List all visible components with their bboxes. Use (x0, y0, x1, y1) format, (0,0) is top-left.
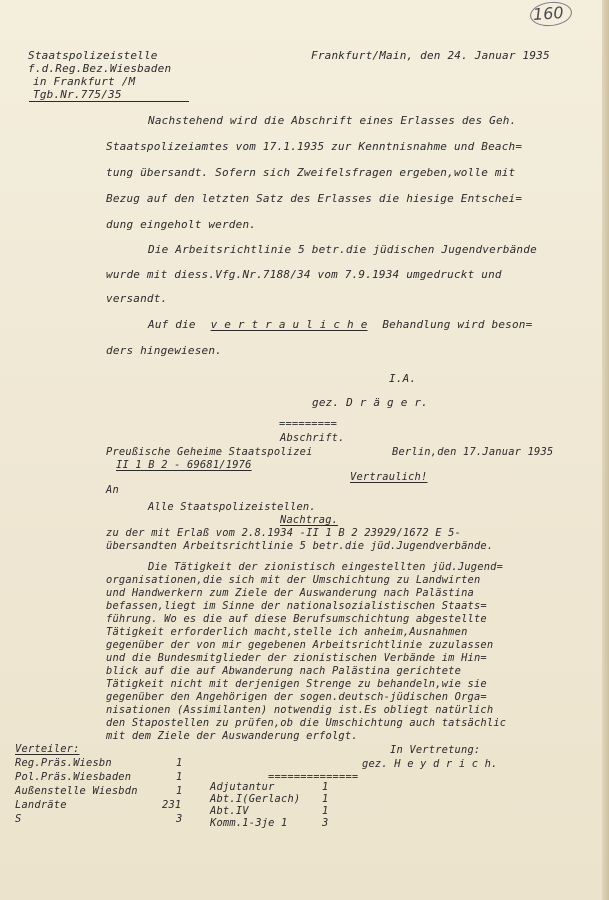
para3-after: Behandlung wird beson= (382, 318, 533, 331)
dist-right-name-4: Komm.1-3je 1 (210, 817, 288, 829)
dist-left-count-3: 1 (176, 785, 183, 797)
copy-place-date: Berlin,den 17.Januar 1935 (392, 446, 554, 458)
dist-right-name-1: Adjutantur (210, 781, 275, 793)
to-label: An (106, 484, 119, 496)
subject-line-2: übersandten Arbeitsrichtlinie 5 betr.die jüd.Jugendverbände. (106, 540, 494, 552)
dist-left-count-2: 1 (176, 771, 183, 783)
office-line-1: Staatspolizeistelle (28, 49, 158, 62)
copy-label: Abschrift. (280, 432, 345, 444)
cover-separator: ========= (279, 418, 338, 430)
body-line-1: Die Tätigkeit der zionistisch eingestellten jüd.Jugend= (148, 561, 504, 573)
para3-line-2: ders hingewiesen. (106, 344, 222, 357)
para2-line-3: versandt. (106, 292, 168, 305)
dist-left-name-5: S (15, 813, 22, 825)
dist-right-count-2: 1 (322, 793, 329, 805)
body-line-12: nisationen (Assimilanten) notwendig ist.Es obliegt natürlich (106, 704, 494, 716)
dist-right-name-2: Abt.I(Gerlach) (210, 793, 301, 805)
distribution-title: Verteiler: (15, 743, 80, 755)
recipient: Alle Staatspolizeistellen. (148, 501, 316, 513)
dist-right-name-3: Abt.IV (210, 805, 249, 817)
subject-line-1: zu der mit Erlaß vom 2.8.1934 -II 1 B 2 23929/1672 E 5- (106, 527, 462, 539)
dist-right-count-3: 1 (322, 805, 329, 817)
para1-line-2: Staatspolizeiamtes vom 17.1.1935 zur Kenntnisnahme und Beach= (106, 140, 523, 153)
para1-line-4: Bezug auf den letzten Satz des Erlasses die hiesige Entschei= (106, 192, 523, 205)
dist-right-count-4: 3 (322, 817, 329, 829)
dist-left-name-3: Außenstelle Wiesbdn (15, 785, 138, 797)
dist-left-count-1: 1 (176, 757, 183, 769)
para3-before: Auf die (148, 318, 196, 331)
body-line-13: den Stapostellen zu prüfen,ob die Umschichtung auch tatsächlic (106, 717, 507, 729)
dist-left-count-5: 3 (176, 813, 183, 825)
para2-line-2: wurde mit diess.Vfg.Nr.7188/34 vom 7.9.1934 umgedruckt und (106, 268, 502, 281)
addendum: Nachtrag. (280, 514, 339, 526)
page-edge (602, 0, 609, 900)
para1-line-3: tung übersandt. Sofern sich Zweifelsfragen ergeben,wolle mit (106, 166, 516, 179)
heydrich-signature: gez. H e y d r i c h. (362, 758, 498, 770)
body-line-3: und Handwerkern zum Ziele der Auswanderung nach Palästina (106, 587, 474, 599)
body-line-11: gegenüber den Angehörigen der sogen.deutsch-jüdischen Orga= (106, 691, 487, 703)
body-line-7: gegenüber der von mir gegebenen Arbeitsrichtlinie zuzulassen (106, 639, 494, 651)
para3-line-1 (148, 318, 532, 331)
distribution-separator: ============== (268, 771, 359, 783)
deputy-line: In Vertretung: (390, 744, 481, 756)
para1-line-5: dung eingeholt werden. (106, 218, 257, 231)
body-line-5: führung. Wo es die auf diese Berufsumschichtung abgestellte (106, 613, 487, 625)
body-line-4: befassen,liegt im Sinne der nationalsozialistischen Staats= (106, 600, 487, 612)
dist-left-count-4: 231 (162, 799, 182, 811)
confidential-mark: Vertraulich! (350, 471, 428, 483)
body-line-2: organisationen,die sich mit der Umschichtung zu Landwirten (106, 574, 481, 586)
copy-reference: II 1 B 2 - 69681/1976 (116, 459, 252, 471)
journal-number: Tgb.Nr.775/35 (33, 88, 122, 101)
dist-left-name-4: Landräte (15, 799, 67, 811)
ia-mark: I.A. (389, 372, 417, 385)
para1-line-1: Nachstehend wird die Abschrift eines Erlasses des Geh. (148, 114, 517, 127)
body-line-9: blick auf die auf Abwanderung nach Palästina gerichtete (106, 665, 462, 677)
body-line-14: mit dem Ziele der Auswanderung erfolgt. (106, 730, 358, 742)
office-line-2: f.d.Reg.Bez.Wiesbaden (28, 62, 172, 75)
body-line-8: und die Bundesmitglieder der zionistischen Verbände im Hin= (106, 652, 487, 664)
para3-emphasis: v e r t r a u l i c h e (210, 318, 368, 331)
dist-left-name-1: Reg.Präs.Wiesbn (15, 757, 112, 769)
office-line-3: in Frankfurt /M (33, 75, 136, 88)
dist-left-name-2: Pol.Präs.Wiesbaden (15, 771, 132, 783)
copy-issuer: Preußische Geheime Staatspolizei (106, 446, 313, 458)
page-number: 160 (532, 2, 565, 25)
body-line-10: Tätigkeit nicht mit derjenigen Strenge zu behandeln,wie sie (106, 678, 487, 690)
dist-right-count-1: 1 (322, 781, 329, 793)
cover-signature: gez. D r ä g e r. (312, 396, 428, 409)
place-date: Frankfurt/Main, den 24. Januar 1935 (311, 49, 550, 62)
body-line-6: Tätigkeit erforderlich macht,stelle ich anheim,Ausnahmen (106, 626, 468, 638)
para2-line-1: Die Arbeitsrichtlinie 5 betr.die jüdischen Jugendverbände (148, 243, 537, 256)
header-underline (29, 101, 189, 102)
